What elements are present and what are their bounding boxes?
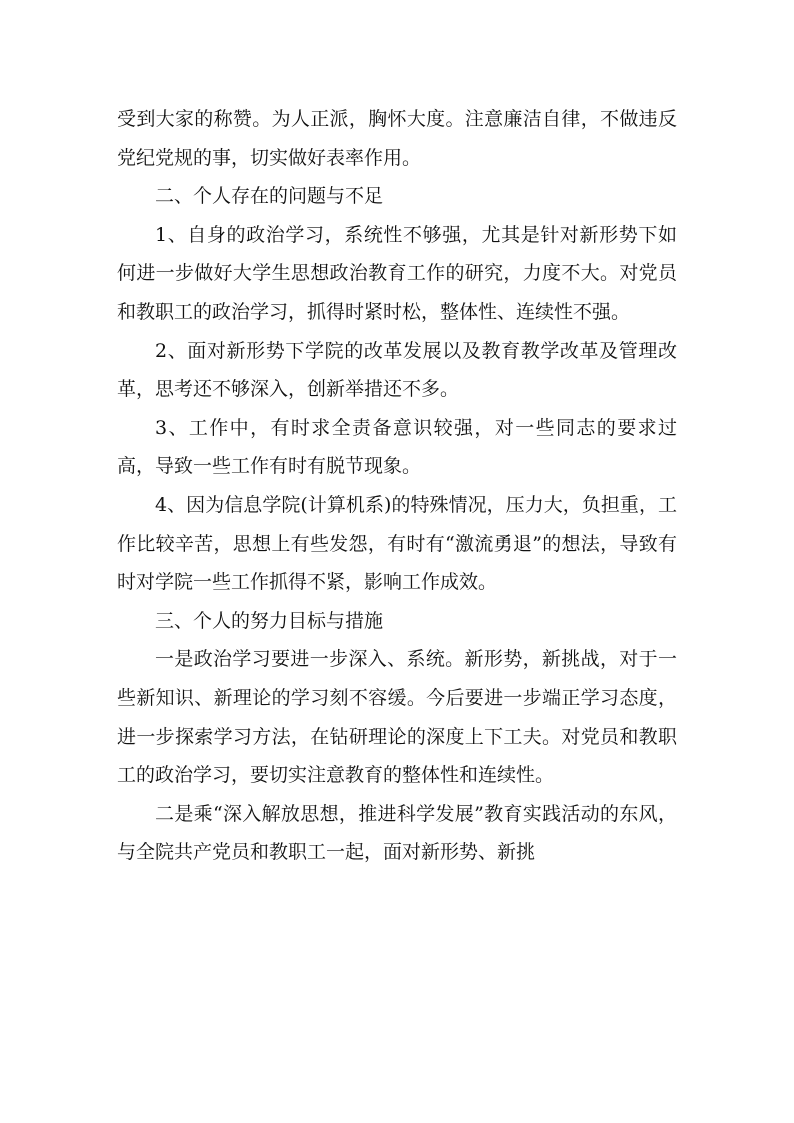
paragraph-problem-3: 3、工作中，有时求全责备意识较强，对一些同志的要求过高，导致一些工作有时有脱节现象。	[117, 416, 677, 478]
paragraph-goal-2: 二是乘“深入解放思想，推进科学发展”教育实践活动的东风，与全院共产党员和教职工一起，面对新形势、新挑	[117, 802, 677, 864]
paragraph-problem-4: 4、因为信息学院(计算机系)的特殊情况，压力大，负担重，工作比较辛苦，思想上有些发怨，有时有“激流勇退”的想法，导致有时对学院一些工作抓得不紧，影响工作成效。	[117, 493, 677, 594]
paragraph-continuation: 受到大家的称赞。为人正派，胸怀大度。注意廉洁自律，不做违反党纪党规的事，切实做好表率作用。	[117, 108, 677, 169]
paragraph-problem-1: 1、自身的政治学习，系统性不够强，尤其是针对新形势下如何进一步做好大学生思想政治教育工作的研究，力度不大。对党员和教职工的政治学习，抓得时紧时松，整体性、连续性不强。	[117, 223, 677, 323]
section-heading-goals: 三、个人的努力目标与措施	[155, 609, 384, 632]
paragraph-problem-2: 2、面对新形势下学院的改革发展以及教育教学改革及管理改革，思考还不够深入，创新举措还不多。	[117, 339, 677, 401]
document-body	[117, 100, 677, 872]
section-heading-problems: 二、个人存在的问题与不足	[155, 185, 384, 208]
paragraph-goal-1: 一是政治学习要进一步深入、系统。新形势，新挑战，对于一些新知识、新理论的学习刻不容缓。今后要进一步端正学习态度，进一步探索学习方法，在钻研理论的深度上下工夫。对党员和教职工的政治学习，要切实注意教育的整体性和连续性。	[117, 648, 677, 787]
